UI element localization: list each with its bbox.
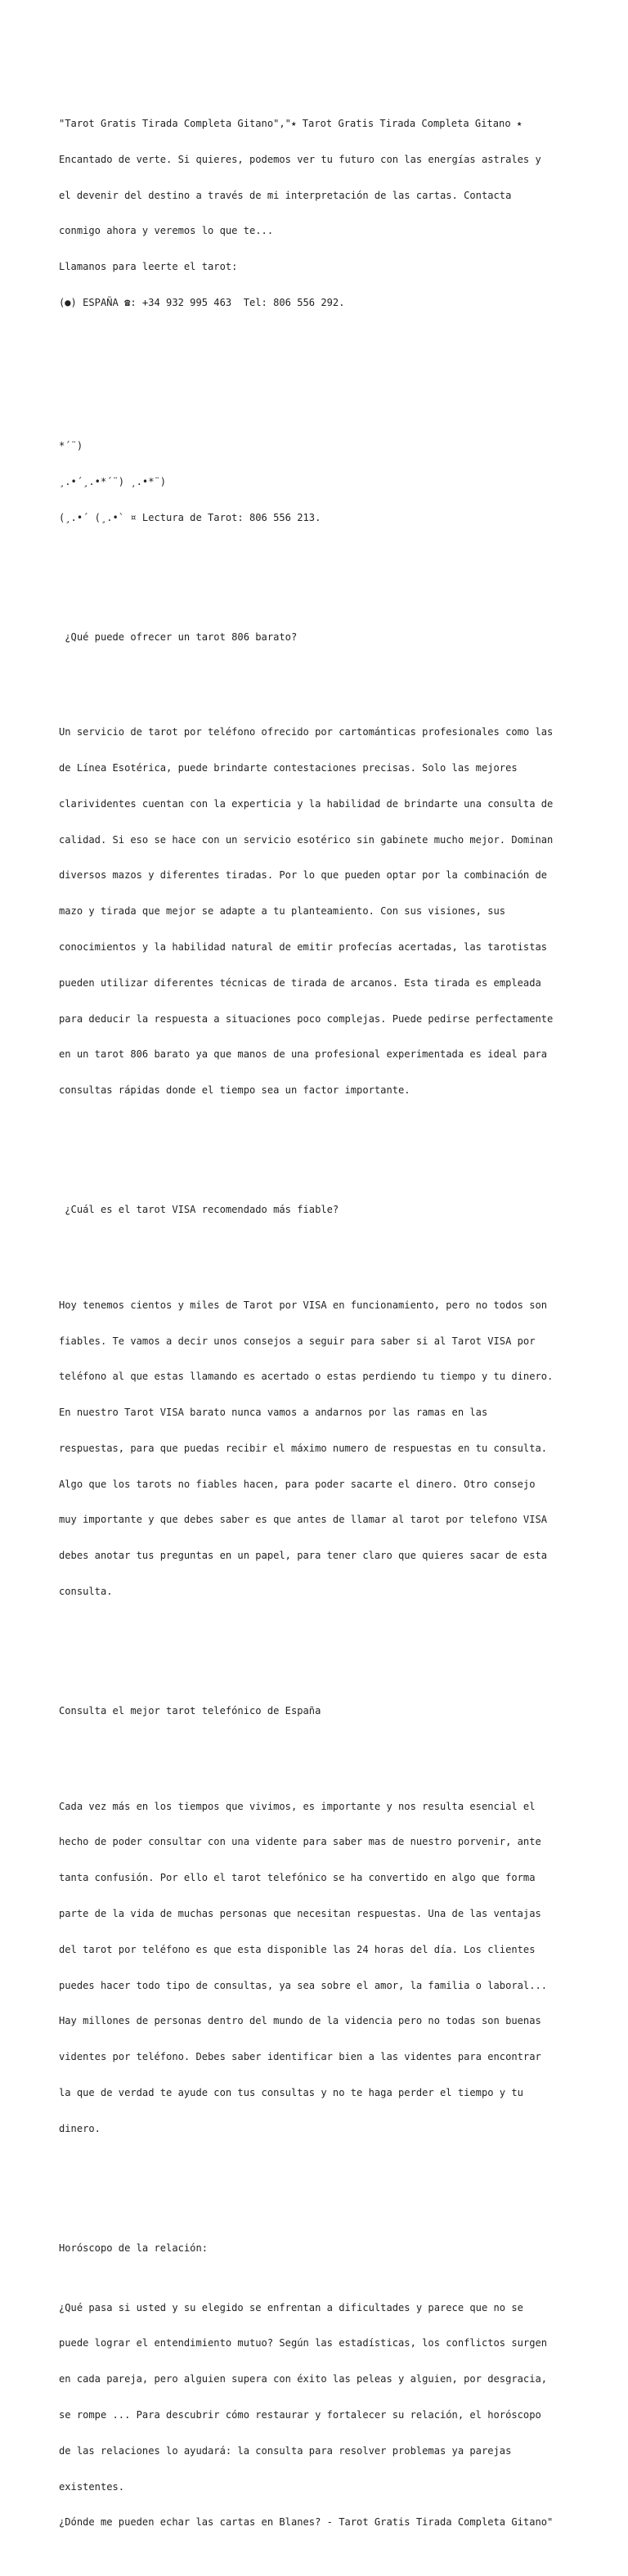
intro-text-line: conmigo ahora y veremos lo que te... bbox=[59, 225, 274, 237]
paragraph-line: para deducir la respuesta a situaciones poco complejas. Puede pedirse perfectamente bbox=[59, 1012, 554, 1025]
paragraph-line: se rompe ... Para descubrir cómo restaurar y fortalecer su relación, el horóscopo bbox=[59, 2408, 541, 2421]
section3-paragraph bbox=[59, 1777, 582, 2159]
intro-block bbox=[59, 94, 582, 333]
spacer bbox=[59, 1240, 582, 1252]
paragraph-line: la que de verdad te ayude con tus consultas y no te haga perder el tiempo y tu bbox=[59, 2086, 523, 2098]
closing-line: ¿Dónde me pueden echar las cartas en Blanes? - Tarot Gratis Tirada Completa Gitano" bbox=[59, 2516, 554, 2529]
paragraph-line: clarividentes cuentan con la experticia y la habilidad de brindarte una consulta de bbox=[59, 797, 554, 810]
phone-numbers-line: (●) ESPAÑA ☎: +34 932 995 463 Tel: 806 556 292. bbox=[59, 296, 345, 308]
intro-text-line: el devenir del destino a través de mi interpretación de las cartas. Contacta bbox=[59, 189, 512, 201]
spacer bbox=[59, 368, 582, 380]
paragraph-line: de Línea Esotérica, puede brindarte contestaciones precisas. Solo las mejores bbox=[59, 762, 518, 774]
paragraph-line: Hay millones de personas dentro del mundo de la videncia pero no todas son buenas bbox=[59, 2015, 541, 2027]
paragraph-line: dinero. bbox=[59, 2122, 101, 2134]
ascii-art-block bbox=[59, 416, 582, 548]
section1-paragraph bbox=[59, 702, 582, 1120]
paragraph-line: teléfono al que estas llamando es acertado o estas perdiendo tu tiempo y tu dinero. bbox=[59, 1371, 554, 1383]
paragraph-line: fiables. Te vamos a decir unos consejos a seguir para saber si al Tarot VISA por bbox=[59, 1335, 536, 1347]
spacer bbox=[59, 666, 582, 679]
paragraph-line: puedes hacer todo tipo de consultas, ya sea sobre el amor, la familia o laboral... bbox=[59, 1979, 548, 1991]
section2-paragraph bbox=[59, 1276, 582, 1622]
paragraph-line: muy importante y que debes saber es que antes de llamar al tarot por telefono VISA bbox=[59, 1514, 548, 1526]
paragraph-line: parte de la vida de muchas personas que necesitan respuestas. Una de las ventajas bbox=[59, 1908, 541, 1920]
paragraph-line: diversos mazos y diferentes tiradas. Por lo que pueden optar por la combinación de bbox=[59, 869, 548, 882]
paragraph-line: en cada pareja, pero alguien supera con éxito las peleas y alguien, por desgracia, bbox=[59, 2373, 548, 2385]
paragraph-line: Hoy tenemos cientos y miles de Tarot por VISA en funcionamiento, pero no todos son bbox=[59, 1299, 548, 1311]
section4-heading: Horóscopo de la relación: bbox=[59, 2242, 209, 2254]
paragraph-line: calidad. Si eso se hace con un servicio esotérico sin gabinete mucho mejor. Dominan bbox=[59, 833, 554, 846]
paragraph-line: conocimientos y la habilidad natural de emitir profecías acertadas, las tarotistas bbox=[59, 940, 548, 953]
paragraph-line: Un servicio de tarot por teléfono ofrecido por cartománticas profesionales como las bbox=[59, 726, 554, 738]
section3-heading: Consulta el mejor tarot telefónico de España bbox=[59, 1704, 321, 1717]
spacer bbox=[59, 1156, 582, 1169]
spacer bbox=[59, 1658, 582, 1670]
paragraph-line: Algo que los tarots no fiables hacen, para poder sacarte el dinero. Otro consejo bbox=[59, 1478, 536, 1490]
paragraph-line: en un tarot 806 barato ya que manos de una profesional experimentada es ideal para bbox=[59, 1048, 548, 1061]
ascii-art-line: ¸.•´¸.•*´¨) ¸.•*¨) bbox=[59, 475, 167, 487]
paragraph-line: mazo y tirada que mejor se adapte a tu planteamiento. Con sus visiones, sus bbox=[59, 905, 506, 918]
section1-heading: ¿Qué puede ofrecer un tarot 806 barato? bbox=[59, 631, 298, 643]
paragraph-line: de las relaciones lo ayudará: la consulta para resolver problemas ya parejas bbox=[59, 2444, 512, 2457]
paragraph-line: En nuestro Tarot VISA barato nunca vamos a andarnos por las ramas en las bbox=[59, 1407, 488, 1419]
paragraph-line: Cada vez más en los tiempos que vivimos, es importante y nos resulta esencial el bbox=[59, 1800, 536, 1812]
paragraph-line: videntes por teléfono. Debes saber identificar bien a las videntes para encontrar bbox=[59, 2051, 541, 2063]
paragraph-line: hecho de poder consultar con una vidente para saber mas de nuestro porvenir, ante bbox=[59, 1836, 541, 1848]
paragraph-line: puede lograr el entendimiento mutuo? Según las estadísticas, los conflictos surgen bbox=[59, 2337, 548, 2349]
intro-title-line: "Tarot Gratis Tirada Completa Gitano","⭑ Tarot Gratis Tirada Completa Gitano ⭑ bbox=[59, 117, 523, 129]
section4-paragraph bbox=[59, 2278, 582, 2552]
paragraph-line: tanta confusión. Por ello el tarot telefónico se ha convertido en algo que forma bbox=[59, 1872, 536, 1884]
paragraph-line: consultas rápidas donde el tiempo sea un factor importante. bbox=[59, 1084, 410, 1097]
ascii-art-line: *´¨) bbox=[59, 440, 83, 451]
paragraph-line: respuestas, para que puedas recibir el máximo numero de respuestas en tu consulta. bbox=[59, 1442, 548, 1454]
section2-heading: ¿Cuál es el tarot VISA recomendado más fiable? bbox=[59, 1204, 339, 1215]
spacer bbox=[59, 583, 582, 595]
paragraph-line: existentes. bbox=[59, 2480, 125, 2493]
paragraph-line: del tarot por teléfono es que esta disponible las 24 horas del día. Los clientes bbox=[59, 1943, 536, 1955]
spacer bbox=[59, 2194, 582, 2206]
paragraph-line: consulta. bbox=[59, 1586, 113, 1597]
intro-text-line: Encantado de verte. Si quieres, podemos ver tu futuro con las energías astrales y bbox=[59, 153, 541, 165]
spacer bbox=[59, 1741, 582, 1753]
ascii-art-reading-line: (¸.•´ (¸.•` ¤ Lectura de Tarot: 806 556 213. bbox=[59, 511, 321, 523]
paragraph-line: pueden utilizar diferentes técnicas de tirada de arcanos. Esta tirada es empleada bbox=[59, 976, 541, 989]
call-to-action-line: Llamanos para leerte el tarot: bbox=[59, 261, 238, 273]
document-page bbox=[59, 58, 582, 2576]
paragraph-line: debes anotar tus preguntas en un papel, para tener claro que quieres sacar de esta bbox=[59, 1550, 548, 1562]
paragraph-line: ¿Qué pasa si usted y su elegido se enfrentan a dificultades y parece que no se bbox=[59, 2301, 523, 2313]
